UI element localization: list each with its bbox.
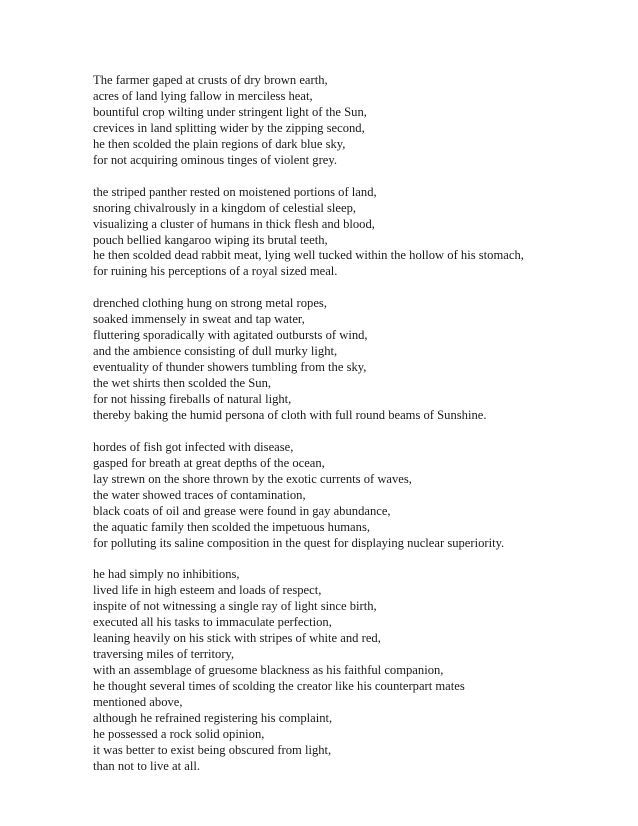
poem-line: lay strewn on the shore thrown by the exotic currents of waves, (93, 471, 412, 486)
poem-line: soaked immensely in sweat and tap water, (93, 312, 305, 327)
poem-line: thereby baking the humid persona of cloth with full round beams of Sunshine. (93, 407, 487, 422)
poem-line: visualizing a cluster of humans in thick flesh and blood, (93, 216, 375, 231)
poem-line: for not acquiring ominous tinges of violent grey. (93, 152, 338, 167)
stanza-3 (93, 296, 623, 424)
poem-line: eventuality of thunder showers tumbling from the sky, (93, 360, 367, 375)
poem-line: for polluting its saline composition in the quest for displaying nuclear superiority. (93, 535, 505, 550)
poem-line: inspite of not witnessing a single ray of light since birth, (93, 599, 377, 614)
poem-line: snoring chivalrously in a kingdom of celestial sleep, (93, 200, 357, 215)
poem-line: although he refrained registering his complaint, (93, 711, 333, 726)
stanza-4 (93, 440, 623, 552)
poem-line: he had simply no inhibitions, (93, 567, 240, 582)
poem-line: pouch bellied kangaroo wiping its brutal teeth, (93, 232, 328, 247)
poem-line: for ruining his perceptions of a royal sized meal. (93, 264, 338, 279)
stanza-2 (93, 185, 623, 281)
poem-line: crevices in land splitting wider by the zipping second, (93, 120, 365, 135)
poem-line: the striped panther rested on moistened portions of land, (93, 184, 377, 199)
poem-line: fluttering sporadically with agitated outbursts of wind, (93, 328, 368, 343)
poem-line: the wet shirts then scolded the Sun, (93, 376, 272, 391)
poem-line: with an assemblage of gruesome blackness as his faithful companion, (93, 663, 444, 678)
poem-line: it was better to exist being obscured from light, (93, 742, 332, 757)
poem-line: he then scolded dead rabbit meat, lying well tucked within the hollow of his stomach, (93, 248, 524, 263)
poem-line: lived life in high esteem and loads of respect, (93, 583, 322, 598)
poem-line: he thought several times of scolding the creator like his counterpart mates (93, 679, 465, 694)
poem-line: and the ambience consisting of dull murky light, (93, 344, 338, 359)
poem-line: the aquatic family then scolded the impetuous humans, (93, 519, 370, 534)
poem-line: traversing miles of territory, (93, 647, 235, 662)
poem-body (93, 73, 623, 775)
poem-line: gasped for breath at great depths of the ocean, (93, 455, 325, 470)
poem-line: The farmer gaped at crusts of dry brown earth, (93, 73, 328, 87)
poem-line: mentioned above, (93, 695, 183, 710)
stanza-1 (93, 73, 623, 169)
poem-line: leaning heavily on his stick with stripes of white and red, (93, 631, 381, 646)
poem-line: for not hissing fireballs of natural light, (93, 392, 292, 407)
poem-line: hordes of fish got infected with disease, (93, 439, 294, 454)
poem-line: acres of land lying fallow in merciless heat, (93, 88, 313, 103)
poem-line: executed all his tasks to immaculate perfection, (93, 615, 332, 630)
poem-line: drenched clothing hung on strong metal ropes, (93, 296, 327, 311)
poem-line: he then scolded the plain regions of dark blue sky, (93, 136, 346, 151)
poem-line: bountiful crop wilting under stringent light of the Sun, (93, 104, 367, 119)
poem-line: the water showed traces of contamination, (93, 487, 306, 502)
poem-line: black coats of oil and grease were found in gay abundance, (93, 503, 391, 518)
poem-line: he possessed a rock solid opinion, (93, 727, 265, 742)
stanza-5 (93, 567, 623, 774)
poem-line: than not to live at all. (93, 758, 201, 773)
